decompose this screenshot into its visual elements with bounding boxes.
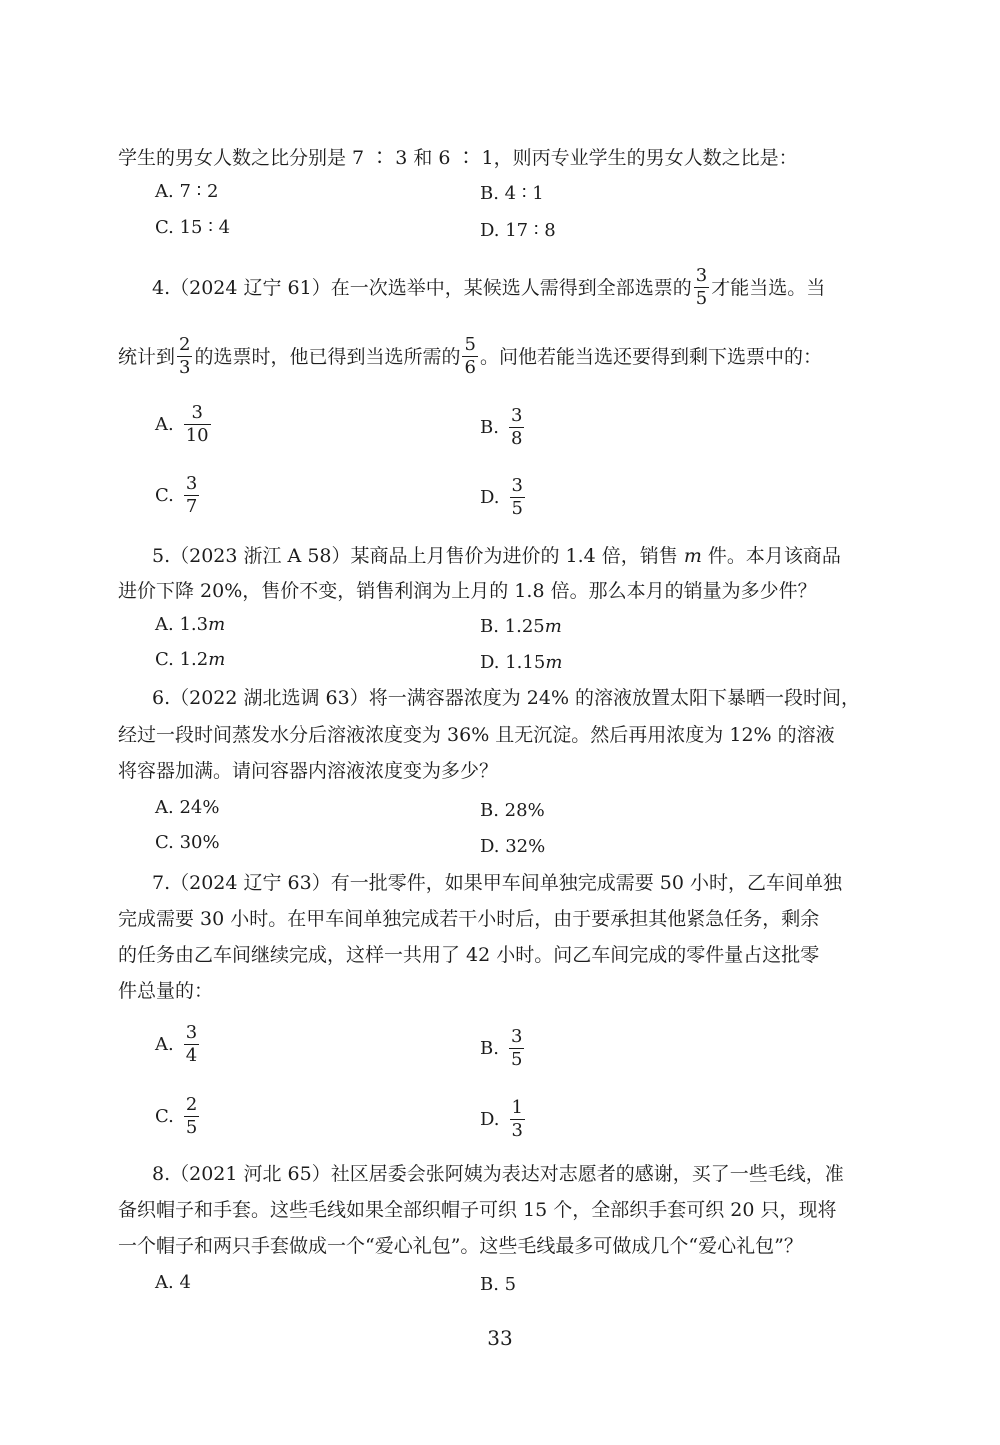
page-number: 33 <box>487 1326 513 1350</box>
fraction-numerator: 3 <box>510 1026 523 1047</box>
q7-stem-line1: 7.（2024 辽宁 63）有一批零件，如果甲车间单独完成需要 50 小时，乙车间单独 <box>152 872 842 894</box>
fraction-denominator: 5 <box>695 288 708 309</box>
fraction-numerator: 2 <box>179 334 191 355</box>
option-fraction <box>184 402 211 447</box>
q6-stem-line2: 经过一段时间蒸发水分后溶液浓度变为 36% 且无沉淀。然后再用浓度为 12% 的溶液 <box>118 724 835 746</box>
fraction-denominator: 3 <box>511 1120 523 1141</box>
q4-option-b <box>480 405 526 450</box>
fraction-numerator: 3 <box>511 475 523 496</box>
fraction-denominator: 3 <box>179 357 191 378</box>
q7-option-d <box>480 1097 527 1142</box>
fraction-denominator: 8 <box>510 428 523 449</box>
fraction-numerator: 3 <box>184 402 211 425</box>
q4-fraction-3-5 <box>694 265 709 310</box>
fraction-numerator: 1 <box>511 1097 523 1118</box>
option-label: C. <box>155 1105 174 1127</box>
fraction-numerator: 3 <box>695 265 708 286</box>
q7-stem-line2: 完成需要 30 小时。在甲车间单独完成若干小时后，由于要承担其他紧急任务，剩余 <box>118 908 820 930</box>
q4-stem-text: 的选票时，他已得到当选所需的 <box>194 345 461 368</box>
q7-option-b <box>480 1026 526 1071</box>
fraction-numerator: 3 <box>185 1022 198 1043</box>
q8-option-a: A. 4 <box>155 1272 191 1293</box>
variable-m: m <box>683 545 702 567</box>
q6-option-a: A. 24% <box>155 797 220 818</box>
fraction-denominator: 5 <box>185 1117 198 1138</box>
q4-stem-text: 4.（2024 辽宁 61）在一次选举中，某候选人需得到全部选票的 <box>152 276 692 299</box>
q3-option-d: D. 17 ∶ 8 <box>480 220 556 241</box>
variable-m: m <box>208 614 226 635</box>
q6-option-c: C. 30% <box>155 832 220 853</box>
fraction-denominator: 4 <box>185 1045 198 1066</box>
fraction-denominator: 5 <box>511 498 523 519</box>
variable-m: m <box>208 649 226 670</box>
fraction-denominator: 5 <box>510 1049 523 1070</box>
q4-stem-line2 <box>118 334 822 379</box>
option-label: D. <box>480 1108 500 1130</box>
q8-stem-line2: 备织帽子和手套。这些毛线如果全部织帽子可织 15 个，全部织手套可织 20 只，现将 <box>118 1199 837 1221</box>
q4-option-d <box>480 475 527 520</box>
q5-stem-text: 件。本月该商品 <box>701 545 841 567</box>
q8-stem-line1: 8.（2021 河北 65）社区居委会张阿姨为表达对志愿者的感谢，买了一些毛线，准 <box>152 1163 844 1185</box>
option-text: D. 1.15 <box>480 652 546 673</box>
option-label: B. <box>480 416 499 438</box>
q4-stem-text: 才能当选。当 <box>711 276 826 299</box>
option-fraction <box>184 473 199 518</box>
q4-fraction-5-6 <box>462 334 477 379</box>
option-fraction <box>510 475 525 520</box>
q8-option-b: B. 5 <box>480 1274 517 1295</box>
variable-m: m <box>544 616 562 637</box>
q5-option-c <box>155 648 225 672</box>
q4-stem-text: 。问他若能当选还要得到剩下选票中的： <box>479 345 822 368</box>
q6-option-b: B. 28% <box>480 800 545 821</box>
q5-option-d <box>480 651 562 675</box>
q6-option-d: D. 32% <box>480 836 546 857</box>
q3-stem-continuation: 学生的男女人数之比分别是 7 ∶ 3 和 6 ∶ 1，则丙专业学生的男女人数之比是： <box>118 147 798 169</box>
q5-stem-line1 <box>152 543 897 569</box>
option-label: B. <box>480 1037 499 1059</box>
q7-option-a <box>155 1022 201 1067</box>
q6-stem-line3: 将容器加满。请问容器内溶液浓度变为多少？ <box>118 760 499 782</box>
q3-option-b: B. 4 ∶ 1 <box>480 183 544 204</box>
variable-m: m <box>545 652 563 673</box>
option-label: A. <box>155 413 174 435</box>
option-fraction <box>184 1022 199 1067</box>
fraction-numerator: 5 <box>464 334 476 355</box>
q4-option-a <box>155 402 213 447</box>
fraction-numerator: 2 <box>185 1094 198 1115</box>
q4-stem-line1 <box>152 265 825 310</box>
option-fraction <box>509 1026 524 1071</box>
q3-option-a: A. 7 ∶ 2 <box>155 181 219 202</box>
q7-stem-line4: 件总量的： <box>118 980 214 1002</box>
q3-option-c: C. 15 ∶ 4 <box>155 217 231 238</box>
option-text: C. 1.2 <box>155 649 209 670</box>
option-text: A. 1.3 <box>155 614 209 635</box>
option-fraction <box>184 1094 199 1139</box>
q6-stem-line1: 6.（2022 湖北选调 63）将一满容器浓度为 24% 的溶液放置太阳下暴晒一段时间， <box>152 687 861 709</box>
option-label: A. <box>155 1033 174 1055</box>
q5-option-a <box>155 613 225 637</box>
option-fraction <box>509 405 524 450</box>
q4-stem-text: 统计到 <box>118 345 176 368</box>
q4-fraction-2-3 <box>177 334 192 379</box>
q5-stem-text: 5.（2023 浙江 A 58）某商品上月售价为进价的 1.4 倍，销售 <box>152 545 684 567</box>
q5-stem-line2: 进价下降 20%，售价不变，销售利润为上月的 1.8 倍。那么本月的销量为多少件？ <box>118 580 817 602</box>
q7-option-c <box>155 1094 201 1139</box>
fraction-numerator: 3 <box>185 473 198 494</box>
q7-stem-line3: 的任务由乙车间继续完成，这样一共用了 42 小时。问乙车间完成的零件量占这批零 <box>118 944 820 966</box>
fraction-denominator: 10 <box>185 425 209 446</box>
option-label: D. <box>480 486 500 508</box>
fraction-numerator: 3 <box>510 405 523 426</box>
option-fraction <box>510 1097 525 1142</box>
option-text: B. 1.25 <box>480 616 545 637</box>
q5-option-b <box>480 615 562 639</box>
fraction-denominator: 6 <box>464 357 476 378</box>
fraction-denominator: 7 <box>185 496 198 517</box>
q8-stem-line3: 一个帽子和两只手套做成一个“爱心礼包”。这些毛线最多可做成几个“爱心礼包”？ <box>118 1235 803 1257</box>
option-label: C. <box>155 484 174 506</box>
q4-option-c <box>155 473 201 518</box>
